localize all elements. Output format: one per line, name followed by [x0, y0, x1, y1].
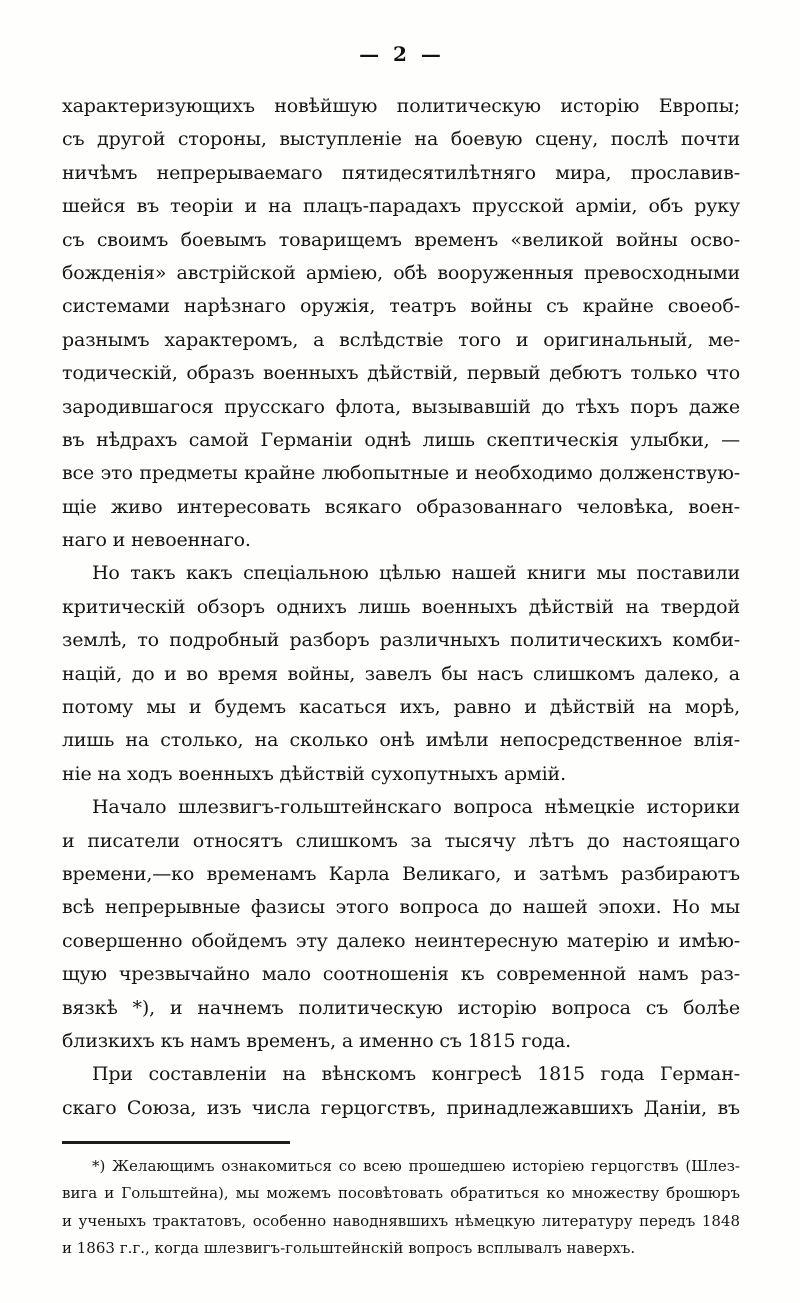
- text-line: вязкѣ *), и начнемъ политическую исторію вопроса съ болѣе: [62, 996, 740, 1019]
- text-line: разнымъ характеромъ, а вслѣдствіе того и оригинальный, ме-: [62, 328, 740, 351]
- text-line: лишь на столько, на сколько онѣ имѣли непосредственное влія-: [62, 729, 740, 752]
- text-line: щую чрезвычайно мало соотношенія къ современной намъ раз-: [62, 963, 740, 986]
- text-line: все это предметы крайне любопытные и необходимо долженствую-: [62, 462, 740, 485]
- page-number: — 2 —: [359, 42, 441, 66]
- text-line: потому мы и будемъ касаться ихъ, равно и дѣйствій на морѣ,: [62, 696, 740, 719]
- text-line: скаго Союза, изъ числа герцогствъ, принадлежавшихъ Даніи, въ: [62, 1096, 740, 1119]
- text-line: совершенно обойдемъ эту далеко неинтересную матерію и имѣю-: [62, 929, 740, 952]
- text-line: шейся въ теоріи и на плацъ-парадахъ прусской арміи, объ руку: [62, 195, 740, 218]
- footnote-line: вига и Гольштейна), мы можемъ посовѣтовать обратиться ко множеству брошюръ: [62, 1184, 740, 1203]
- footnote: [62, 1153, 740, 1262]
- text-line: характеризующихъ новѣйшую политическую исторію Европы;: [62, 95, 740, 117]
- text-line: критическій обзоръ однихъ лишь военныхъ дѣйствій на твердой: [62, 595, 740, 618]
- text-line: близкихъ къ намъ временъ, а именно съ 1815 года.: [62, 1029, 572, 1052]
- text-line: всѣ непрерывные фазисы этого вопроса до нашей эпохи. Но мы: [62, 896, 740, 919]
- text-line: щіе живо интересовать всякаго образованнаго человѣка, воен-: [62, 495, 740, 518]
- text-line: При составленіи на вѣнскомъ конгресѣ 1815 года Герман-: [92, 1063, 740, 1086]
- text-line: съ другой стороны, выступленіе на боевую сцену, послѣ почти: [62, 128, 740, 151]
- footnote-rule: [62, 1141, 290, 1144]
- text-line: наго и невоеннаго.: [62, 529, 251, 552]
- text-line: въ нѣдрахъ самой Германіи однѣ лишь скептическія улыбки, —: [62, 428, 740, 451]
- text-line: тодическій, образъ военныхъ дѣйствій, первый дебютъ только что: [62, 362, 740, 385]
- text-line: съ своимъ боевымъ товарищемъ временъ «великой войны осво-: [62, 228, 740, 251]
- text-line: времени,—ко временамъ Карла Великаго, и затѣмъ разбираютъ: [62, 862, 740, 885]
- text-line: Начало шлезвигъ-гольштейнскаго вопроса нѣмецкіе историки: [92, 796, 740, 819]
- text-line: и писатели относятъ слишкомъ за тысячу лѣтъ до настоящаго: [62, 829, 740, 852]
- text-line: божденія» австрійской арміею, обѣ вооруженныя превосходными: [62, 261, 740, 284]
- text-line: націй, до и во время войны, завелъ бы насъ слишкомъ далеко, а: [62, 662, 740, 685]
- footnote-line: и ученыхъ трактатовъ, особенно наводнявшихъ нѣмецкую литературу передъ 1848: [62, 1211, 740, 1230]
- text-line: системами нарѣзнаго оружія, театръ войны съ крайне своеоб-: [62, 295, 740, 318]
- footnote-line: *) Желающимъ ознакомиться со всею прошедшею исторіею герцогствъ (Шлез-: [92, 1157, 740, 1175]
- text-line: Но такъ какъ спеціальною цѣлью нашей книги мы поставили: [92, 562, 740, 585]
- text-line: землѣ, то подробный разборъ различныхъ политическихъ комби-: [62, 629, 740, 652]
- text-line: ніе на ходъ военныхъ дѣйствій сухопутныхъ армій.: [62, 762, 566, 785]
- body-text: [62, 90, 740, 1125]
- text-line: зародившагося прусскаго флота, вызывавшій до тѣхъ поръ даже: [62, 395, 740, 418]
- footnote-line: и 1863 г.г., когда шлезвигъ-гольштейнскій вопросъ всплывалъ наверхъ.: [62, 1238, 636, 1257]
- text-line: ничѣмъ непрерываемаго пятидесятилѣтняго мира, прославив-: [62, 161, 740, 184]
